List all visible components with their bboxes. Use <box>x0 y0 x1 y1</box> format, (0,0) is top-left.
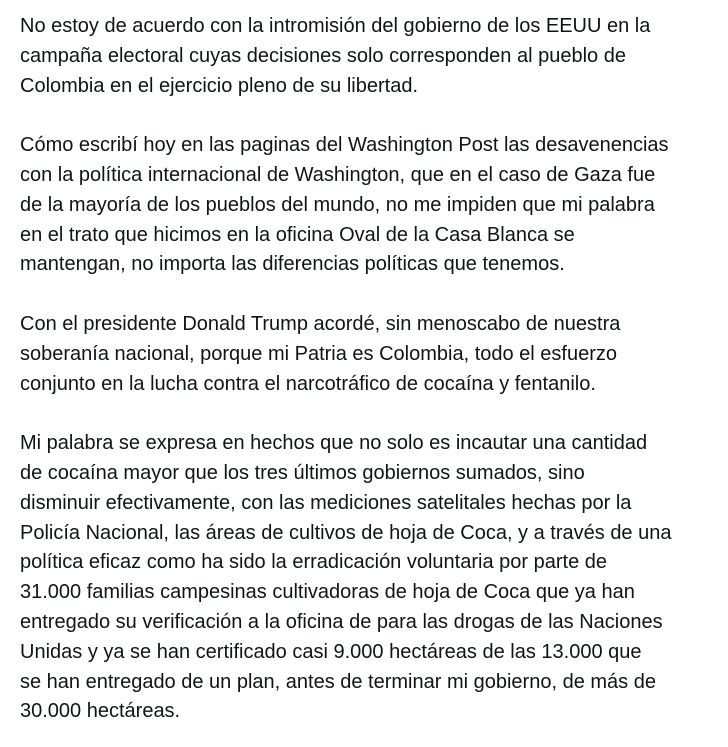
text-line: con la política internacional de Washington, que en el caso de Gaza fue <box>20 163 656 186</box>
text-line: 30.000 hectáreas. <box>20 700 181 723</box>
text-line: Unidas y ya se han certificado casi 9.000 hectáreas de las 13.000 que <box>20 640 642 663</box>
text-line: Colombia en el ejercicio pleno de su libertad. <box>20 74 419 97</box>
text-line: Cómo escribí hoy en las paginas del Washington Post las desavenencias <box>20 134 669 157</box>
text-line: se han entregado de un plan, antes de terminar mi gobierno, de más de <box>20 670 656 693</box>
post-paragraph-3 <box>20 310 722 399</box>
text-line: 31.000 familias campesinas cultivadoras de hoja de Coca que ya han <box>20 581 635 604</box>
post-paragraph-2 <box>20 131 722 280</box>
text-line: conjunto en la lucha contra el narcotráfico de cocaína y fentanilo. <box>20 372 596 395</box>
text-line: de la mayoría de los pueblos del mundo, no me impiden que mi palabra <box>20 193 655 216</box>
text-line: Con el presidente Donald Trump acordé, sin menoscabo de nuestra <box>20 312 621 335</box>
text-line: No estoy de acuerdo con la intromisión del gobierno de los EEUU en la <box>20 15 651 37</box>
text-line: disminuir efectivamente, con las mediciones satelitales hechas por la <box>20 491 632 514</box>
text-line: soberanía nacional, porque mi Patria es Colombia, todo el esfuerzo <box>20 342 618 365</box>
text-line: entregado su verificación a la oficina de para las drogas de las Naciones <box>20 610 663 633</box>
text-line: Policía Nacional, las áreas de cultivos de hoja de Coca, y a través de una <box>20 521 672 544</box>
post-paragraph-1 <box>20 12 722 101</box>
post-paragraph-4 <box>20 429 722 727</box>
text-line: mantengan, no importa las diferencias políticas que tenemos. <box>20 253 565 276</box>
text-line: campaña electoral cuyas decisiones solo corresponden al pueblo de <box>20 44 626 67</box>
text-line: política eficaz como ha sido la erradicación voluntaria por parte de <box>20 551 607 574</box>
text-line: de cocaína mayor que los tres últimos gobiernos sumados, sino <box>20 461 585 484</box>
text-line: Mi palabra se expresa en hechos que no solo es incautar una cantidad <box>20 432 648 455</box>
text-line: en el trato que hicimos en la oficina Oval de la Casa Blanca se <box>20 223 575 246</box>
